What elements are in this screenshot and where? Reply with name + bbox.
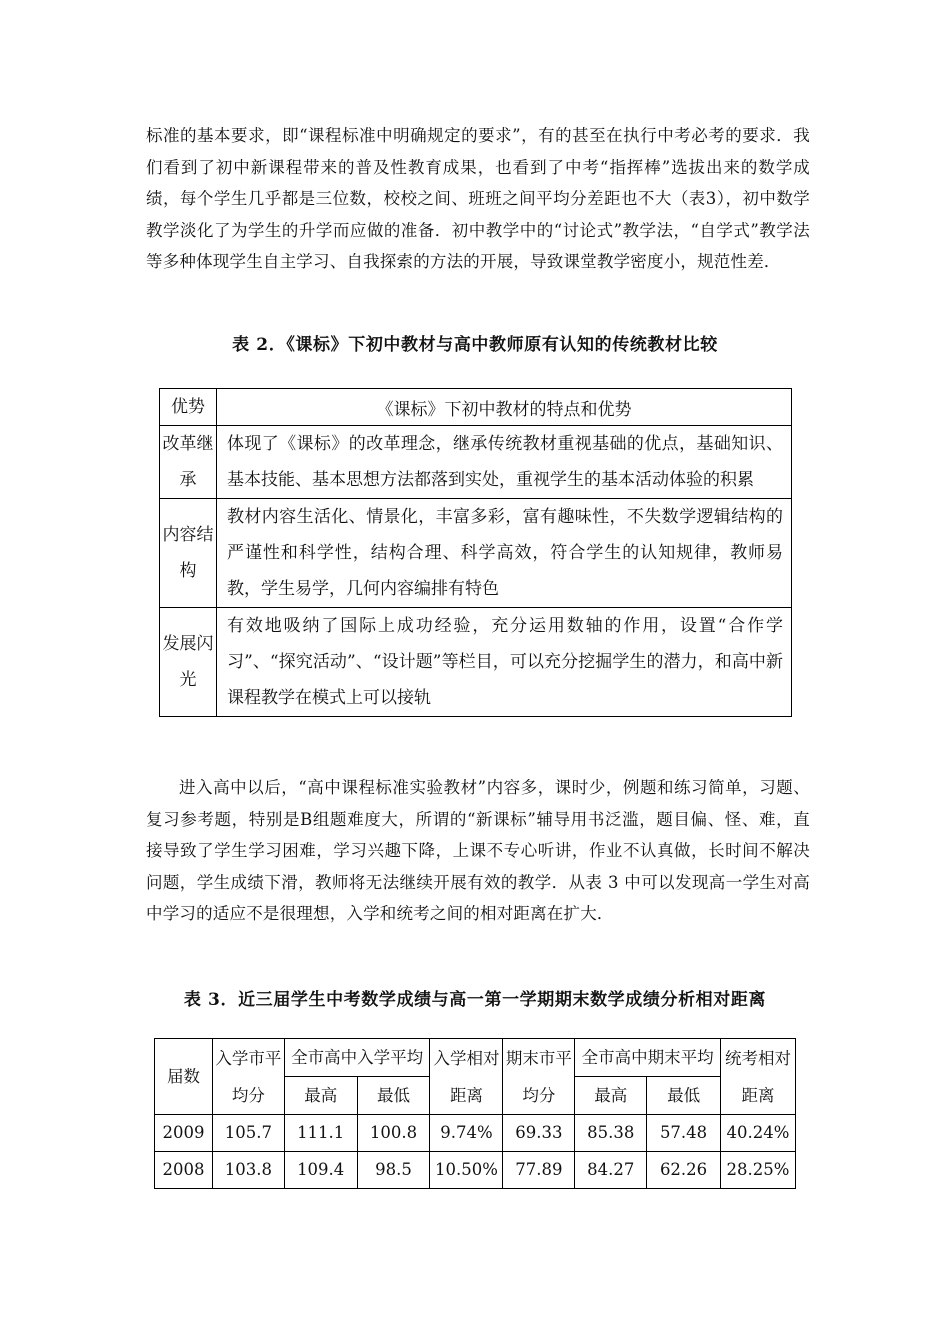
table-3-cell-final-avg: 77.89: [503, 1152, 575, 1189]
table-2-header-advantage: 优势: [160, 389, 217, 426]
table-3-cell-year: 2009: [155, 1115, 213, 1152]
table-3-cell-entry-rel: 10.50%: [430, 1152, 503, 1189]
table-3-cell-exam-rel: 40.24%: [720, 1115, 795, 1152]
table-2-row-text: 有效地吸纳了国际上成功经验，充分运用数轴的作用，设置“合作学习”、“探究活动”、“设计题”等栏目，可以充分挖掘学生的潜力，和高中新课程教学在模式上可以接轨: [217, 608, 792, 717]
table-3-cell-entry-low: 100.8: [357, 1115, 430, 1152]
table-3: [154, 1038, 796, 1189]
table-2-row-text: 教材内容生活化、情景化，丰富多彩，富有趣味性，不失数学逻辑结构的严谨性和科学性，结构合理、科学高效，符合学生的认知规律，教师易教，学生易学，几何内容编排有特色: [217, 499, 792, 608]
table-3-cell-exam-rel: 28.25%: [720, 1152, 795, 1189]
paragraph-1: 标准的基本要求，即“课程标准中明确规定的要求”，有的甚至在执行中考必考的要求．我们看到了初中新课程带来的普及性教育成果，也看到了中考“指挥棒”选拔出来的数学成绩，每个学生几乎都是三位数，校校之间、班班之间平均分差距也不大（表3），初中数学教学淡化了为学生的升学而应做的准备．初中教学中的“讨论式”教学法，“自学式”教学法等多种体现学生自主学习、自我探索的方法的开展，导致课堂教学密度小，规范性差．: [146, 126, 810, 271]
table-2-header-row: [160, 389, 792, 426]
table-2-row-label: 内容结构: [160, 499, 217, 608]
table-2-row: [160, 608, 792, 717]
table-3-header-entry-high: 最高: [284, 1077, 357, 1115]
table-3-header-final-avg: 期末市平均分: [503, 1039, 575, 1115]
table-3-header-year: 届数: [155, 1039, 213, 1115]
table-2-caption: 表 2．《课标》下初中教材与高中教师原有认知的传统教材比较: [232, 335, 718, 355]
table-2-row: [160, 499, 792, 608]
table-3-cell-entry-avg: 105.7: [212, 1115, 284, 1152]
table-3-caption: 表 3．近三届学生中考数学成绩与高一第一学期期末数学成绩分析相对距离: [183, 990, 767, 1010]
table-2-row-label: 发展闪光: [160, 608, 217, 717]
table-3-cell-entry-avg: 103.8: [212, 1152, 284, 1189]
table-2: [159, 388, 792, 717]
table-3-cell-final-low: 57.48: [647, 1115, 721, 1152]
table-3-header-entry-avg: 入学市平均分: [212, 1039, 284, 1115]
table-3-header-final-high: 最高: [575, 1077, 647, 1115]
table-2-row-label: 改革继承: [160, 426, 217, 499]
table-3-row: [155, 1115, 796, 1152]
table-3-header-final-low: 最低: [647, 1077, 721, 1115]
table-3-cell-entry-rel: 9.74%: [430, 1115, 503, 1152]
table-2-row: [160, 426, 792, 499]
table-3-header-exam-rel: 统考相对距离: [720, 1039, 795, 1115]
table-2-row-text: 体现了《课标》的改革理念，继承传统教材重视基础的优点，基础知识、基本技能、基本思想方法都落到实处，重视学生的基本活动体验的积累: [217, 426, 792, 499]
table-3-cell-entry-high: 111.1: [284, 1115, 357, 1152]
table-3-cell-entry-low: 98.5: [357, 1152, 430, 1189]
table-3-row: [155, 1152, 796, 1189]
paragraph-2: 进入高中以后，“高中课程标准实验教材”内容多，课时少，例题和练习简单，习题、复习参考题，特别是B组题难度大，所谓的“新课标”辅导用书泛滥，题目偏、怪、难，直接导致了学生学习困难，学习兴趣下降，上课不专心听讲，作业不认真做，长时间不解决问题，学生成绩下滑，教师将无法继续开展有效的教学．从表 3 中可以发现高一学生对高中学习的适应不是很理想，入学和统考之间的相对距离在扩大．: [146, 778, 810, 923]
table-3-cell-final-low: 62.26: [647, 1152, 721, 1189]
table-3-cell-final-high: 85.38: [575, 1115, 647, 1152]
table-3-header-city-entry-avg: 全市高中入学平均: [284, 1039, 430, 1077]
table-3-cell-final-high: 84.27: [575, 1152, 647, 1189]
table-3-cell-year: 2008: [155, 1152, 213, 1189]
table-3-header-row-1: [155, 1039, 796, 1077]
table-3-header-entry-low: 最低: [357, 1077, 430, 1115]
table-3-header-entry-rel: 入学相对距离: [430, 1039, 503, 1115]
table-3-header-city-final-avg: 全市高中期末平均: [575, 1039, 721, 1077]
table-2-header-features: 《课标》下初中教材的特点和优势: [217, 389, 792, 426]
table-3-cell-entry-high: 109.4: [284, 1152, 357, 1189]
table-3-cell-final-avg: 69.33: [503, 1115, 575, 1152]
